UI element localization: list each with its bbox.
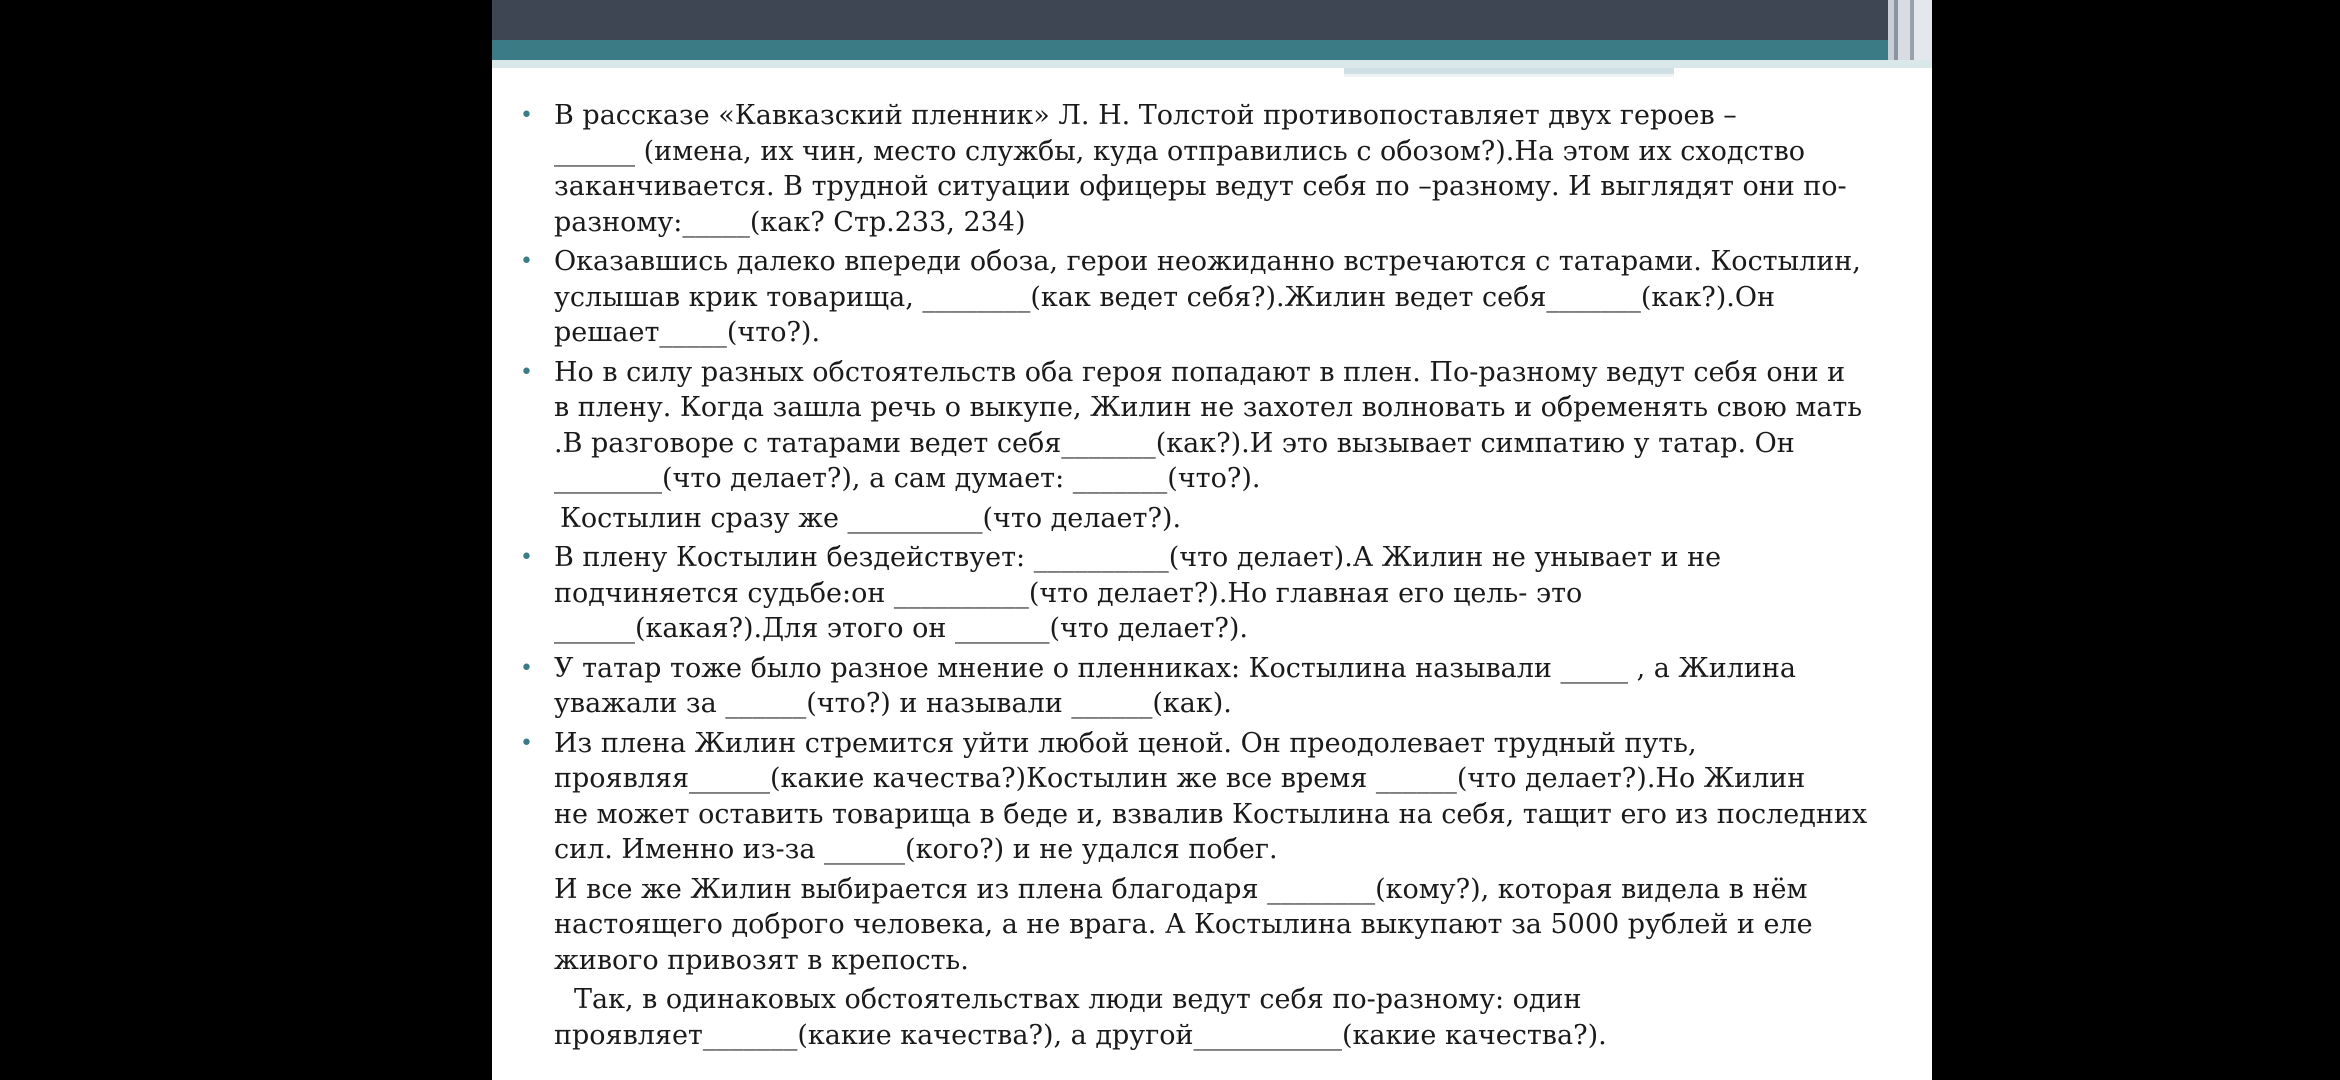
bullet-paragraph <box>520 355 1920 497</box>
text-line: проявляет_______(какие качества?), а другой___________(какие качества?). <box>554 1019 1607 1051</box>
text-line: Так, в одинаковых обстоятельствах люди ведут себя по-разному: один <box>574 984 1582 1015</box>
text-line: ______ (имена, их чин, место службы, куда отправились с обозом?).На этом их сходство <box>554 135 1806 167</box>
text-line: В рассказе «Кавказский пленник» Л. Н. Толстой противопоставляет двух героев – <box>554 100 1737 131</box>
slide-edge-decoration <box>1888 0 1932 60</box>
bullet-icon: • <box>520 545 533 570</box>
text-line: не может оставить товарища в беде и, взвалив Костылина на себя, тащит его из последних <box>554 798 1868 830</box>
bullet-icon: • <box>520 249 533 274</box>
text-line: .В разговоре с татарами ведет себя_______(как?).И это вызывает симпатию у татар. Он <box>554 427 1795 459</box>
text-line: услышав крик товарища, ________(как ведет себя?).Жилин ведет себя_______(как?).Он <box>554 281 1775 313</box>
text-line: решает_____(что?). <box>554 317 821 348</box>
text-line: в плену. Когда зашла речь о выкупе, Жилин не захотел волновать и обременять свою мать <box>554 392 1863 423</box>
text-line: разному:_____(как? Стр.233, 234) <box>554 206 1026 238</box>
slide <box>492 0 1932 1080</box>
bullet-icon: • <box>520 655 533 681</box>
text-line: В плену Костылин бездействует: __________(что делает).А Жилин не унывает и не <box>554 542 1722 573</box>
bullet-paragraph <box>520 651 1920 722</box>
text-line: живого привозят в крепость. <box>554 944 969 976</box>
text-line: ______(какая?).Для этого он _______(что делает?). <box>554 613 1248 644</box>
text-line: проявляя______(какие качества?)Костылин же все время ______(что делает?).Но Жилин <box>554 763 1806 794</box>
bullet-paragraph <box>520 244 1920 351</box>
slide-header-teal-band <box>492 40 1932 60</box>
conclusion-paragraph <box>520 982 1920 1053</box>
text-line: И все же Жилин выбирается из плена благодаря ________(кому?), которая видела в нём <box>554 873 1808 905</box>
text-line: ________(что делает?), а сам думает: _______(что?). <box>554 463 1261 494</box>
text-line: подчиняется судьбе:он __________(что делает?).Но главная его цель- это <box>554 577 1583 609</box>
slide-header-light-band <box>492 60 1932 68</box>
slide-header-band <box>492 0 1932 40</box>
text-line: Оказавшись далеко впереди обоза, герои неожиданно встречаются с татарами. Костылин, <box>554 246 1861 277</box>
text-line: Из плена Жилин стремится уйти любой ценой. Он преодолевает трудный путь, <box>554 727 1697 759</box>
bullet-paragraph <box>520 540 1920 647</box>
bullet-icon: • <box>520 359 533 385</box>
text-line: сил. Именно из-за ______(кого?) и не удался побег. <box>554 834 1278 865</box>
bullet-icon: • <box>520 103 533 128</box>
bullet-icon: • <box>520 730 533 756</box>
text-line: уважали за ______(что?) и называли ______(как). <box>554 688 1232 719</box>
text-paragraph <box>520 872 1920 979</box>
text-line: настоящего доброго человека, а не врага. А Костылина выкупают за 5000 рублей и еле <box>554 909 1813 940</box>
bullet-paragraph <box>520 98 1920 240</box>
text-line: Но в силу разных обстоятельств оба героя попадают в плен. По-разному ведут себя они и <box>554 356 1846 388</box>
text-line: Костылин сразу же __________(что делает?). <box>560 502 1182 534</box>
slide-body <box>520 98 1920 1057</box>
slide-header-accent-line <box>1344 74 1674 77</box>
text-line: заканчивается. В трудной ситуации офицеры ведут себя по –разному. И выглядят они по- <box>554 171 1847 202</box>
text-line: У татар тоже было разное мнение о пленниках: Костылина называли _____ , а Жилина <box>554 652 1796 684</box>
bullet-paragraph <box>520 726 1920 868</box>
text-paragraph <box>520 501 1920 537</box>
